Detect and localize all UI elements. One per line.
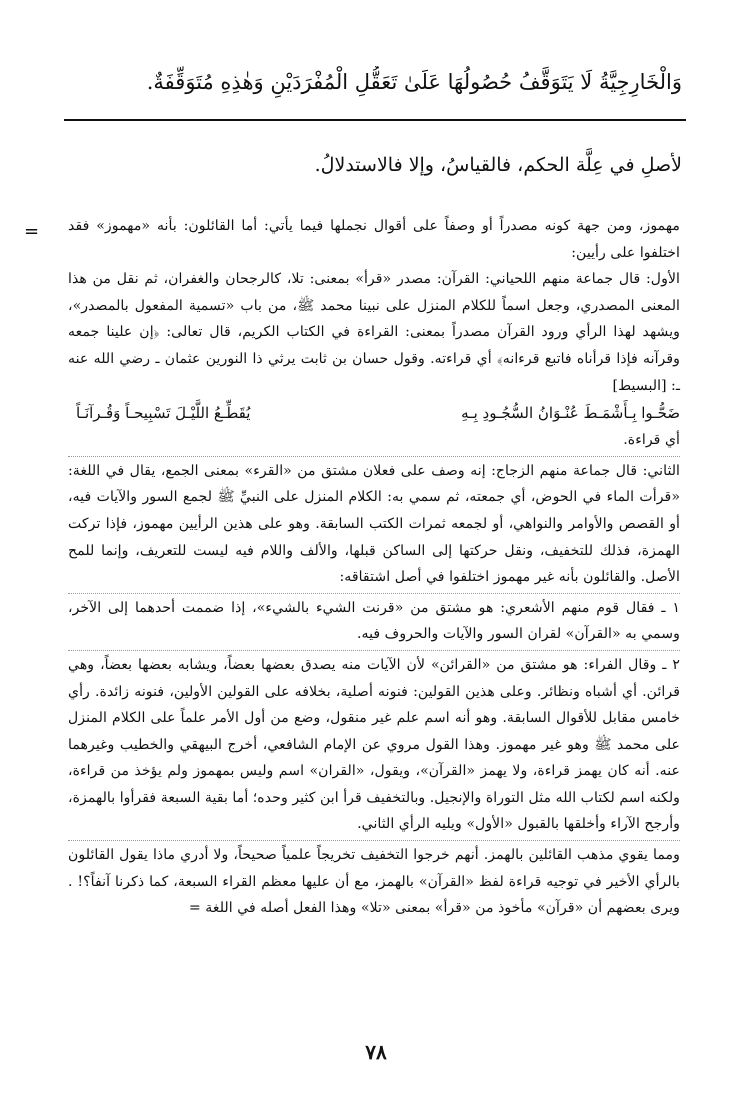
footnote-paragraph-1: مهموز، ومن جهة كونه مصدراً أو وصفاً على أقوال نجملها فيما يأتي: أما القائلون: بأنه «مهموز» فقد اختلفوا على رأيين: [68, 218, 680, 261]
carryover-text-line: وَالْخَارِجِيَّةُ لَا يَتَوَقَّفُ حُصُولُهَا عَلَىٰ تَعَقُّلِ الْمُفْرَدَيْنِ وَهٰذِهِ مُتَوَقِّفَةٌ. [146, 70, 682, 94]
footnotes-block [68, 213, 680, 922]
footnote-paragraph-3: أي قراءة. [623, 432, 680, 449]
poetry-verse [68, 399, 680, 427]
page-number: ٧٨ [365, 1040, 387, 1064]
footnote-paragraph-2: الأول: قال جماعة منهم اللحياني: القرآن: مصدر «قرأ» بمعنى: تلا، كالرجحان والغفران، ثم نقل من هذا المعنى المصدري، وجعل اسماً للكلام المنزل على نبينا محمد ﷺ، من باب «تسمية المفعول بالمصدر»، ويشهد لهذا الرأي ورود القرآن مصدراً بمعنى: القراءة في الكتاب الكريم، قال تعالى: ﴿إن علينا جمعه وقرآنه فإذا قرأناه فاتبع قرءانه﴾ أي قراءته. وقول حسان بن ثابت يرثي ذا النورين عثمان ـ رضي الله عنه ـ: [البسيط] [68, 271, 680, 394]
footnote-paragraph-4: الثاني: قال جماعة منهم الزجاج: إنه وصف على فعلان مشتق من «القرء» بمعنى الجمع، يقال في اللغة: «قرأت الماء في الحوض، أي جمعته، ثم سمي به: الكلام المنزل على النبيِّ ﷺ لجمع السور والآيات فيه، أو القصص والأوامر والنواهي، أو لجمعه ثمرات الكتب السابقة. وهو على هذين الرأيين مهموز، فإذا تركت الهمزة، فذلك للتخفيف، ونقل حركتها إلى الساكن قبلها، والألف واللام فيه ليست للتعريف، وإنما للمح الأصل. والقائلون بأنه غير مهموز اختلفوا في أصل اشتقاقه: [68, 456, 680, 591]
footnote-paragraph-5: ١ ـ فقال قوم منهم الأشعري: هو مشتق من «قرنت الشيء بالشيء»، إذا ضممت أحدهما إلى الآخر، وسمي به «القرآن» لقران السور والآيات والحروف فيه. [68, 593, 680, 648]
footnote-paragraph-6: ٢ ـ وقال الفراء: هو مشتق من «القرائن» لأن الآيات منه يصدق بعضها بعضاً، ويشابه بعضها بعضاً، وهي قرائن. أي أشباه ونظائر. وعلى هذين القولين: فنونه أصلية، بخلافه على القولين الأولين، فنونه زائدة. رأي خامس مقابل للأقوال السابقة. وهو أنه اسم علم غير منقول، وضع من أول الأمر علماً على الكلام المنزل على محمد ﷺ وهو غير مهموز. وهذا القول مروي عن الإمام الشافعي، أخرج البيهقي والخطيب وغيرهما عنه. أنه كان يهمز قراءة، ولا يهمز «القرآن»، ويقول، «القران» اسم وليس بمهموز ولم يؤخذ من قراءة، ولكنه اسم لكتاب الله مثل التوراة والإنجيل. وبالتخفيف قرأ ابن كثير وحده؛ أما بقية السبعة فقرأوا بالهمزة، وأرجح الآراء وأخلقها بالقبول «الأول» ويليه الرأي الثاني. [68, 650, 680, 838]
verse-second-hemistich: يُقَطِّـعُ اللَّيْـلَ تَسْبِيحـاً وَقُـرآنَـاً [76, 404, 251, 423]
continuation-marker: = [24, 221, 40, 242]
verse-first-hemistich: ضَحُّـوا بِـأَشْمَـطَ عُنْـوَانُ السُّجُـودِ بِـهِ [461, 404, 680, 423]
footnote-paragraph-7: ومما يقوي مذهب القائلين بالهمز. أنهم خرجوا التخفيف تخريجاً علمياً صحيحاً، ولا أدري ماذا يقول القائلون بالرأي الأخير في توجيه قراءة لفظ «القرآن» بالهمز، مع أن عليها معظم القراء السبعة، كما ذكرنا آنفاً؟! . ويرى بعضهم أن «قرآن» مأخوذ من «قرأ» بمعنى «تلا» وهذا الفعل أصله في اللغة = [68, 840, 680, 922]
main-text-line: لأصلِ في عِلَّة الحكم، فالقياسُ، وإلا فالاستدلالُ. [314, 154, 682, 176]
section-divider [64, 119, 686, 121]
